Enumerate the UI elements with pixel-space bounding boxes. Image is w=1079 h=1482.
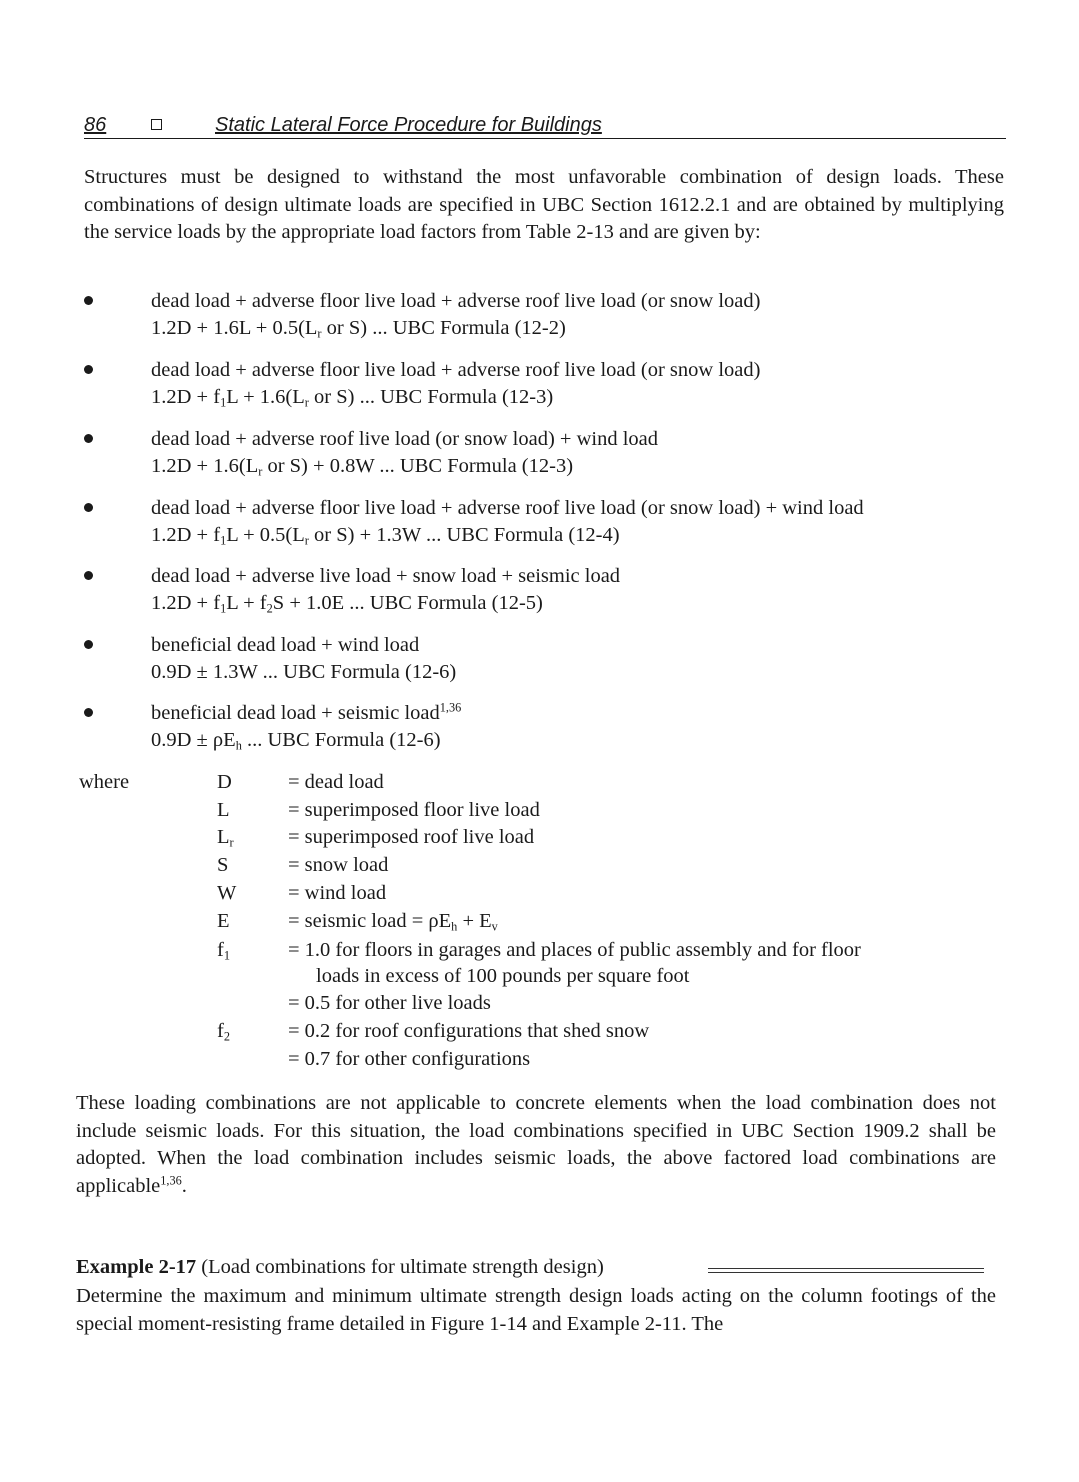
definition-row bbox=[0, 1046, 1079, 1073]
definition-row bbox=[0, 908, 1079, 935]
example-subtitle: (Load combinations for ultimate strength design) bbox=[201, 1256, 604, 1278]
bullet-icon bbox=[84, 640, 93, 649]
example-title: Example 2-17 bbox=[76, 1256, 197, 1278]
combination-formula: $0.9D \pm \rho E_h$ ... UBC Formula (12-6) bbox=[151, 729, 441, 753]
definition-symbol: E bbox=[217, 910, 230, 932]
combination-formula: 0.9D ± 1.3W ... UBC Formula (12-6) bbox=[151, 661, 457, 683]
definition-row bbox=[0, 824, 1079, 851]
where-label: where bbox=[79, 771, 130, 793]
combination-description: dead load + adverse floor live load + adverse roof live load (or snow load) + wind load bbox=[151, 497, 864, 519]
combination-item bbox=[84, 632, 1014, 688]
combination-formula: $1.2D + f_1L + 1.6(L_r$ or S) ... UBC Formula (12-3) bbox=[151, 386, 554, 410]
combination-item bbox=[84, 700, 1014, 756]
definition-text: = snow load bbox=[288, 854, 389, 876]
definition-symbol: S bbox=[217, 854, 229, 876]
definition-symbol: W bbox=[217, 882, 237, 904]
combination-description: dead load + adverse live load + snow load + seismic load bbox=[151, 565, 621, 587]
definition-text: = 1.0 for floors in garages and places of public assembly and for floor bbox=[288, 939, 861, 961]
combination-item bbox=[84, 357, 1014, 413]
definition-symbol: $f_2$ bbox=[217, 1020, 230, 1044]
combination-description: dead load + adverse floor live load + adverse roof live load (or snow load) bbox=[151, 359, 761, 381]
combination-item bbox=[84, 563, 1014, 619]
definition-row bbox=[0, 852, 1079, 879]
combination-description: dead load + adverse roof live load (or snow load) + wind load bbox=[151, 428, 659, 450]
definition-symbol: $f_1$ bbox=[217, 939, 230, 963]
combination-formula: $1.2D + f_1L + f_2S + 1.0E$ ... UBC Formula (12-5) bbox=[151, 592, 543, 616]
combination-description: dead load + adverse floor live load + adverse roof live load (or snow load) bbox=[151, 290, 761, 312]
definition-text: = 0.5 for other live loads bbox=[288, 992, 491, 1014]
definition-text: = seismic load = $\rho E_h + E_v$ bbox=[288, 910, 498, 934]
square-glyph-icon bbox=[151, 119, 162, 130]
example-body: Determine the maximum and minimum ultimate strength design loads acting on the column footings of the special moment-resisting frame detailed in Figure 1-14 and Example 2-11. The bbox=[76, 1285, 996, 1335]
definition-text: = superimposed floor live load bbox=[288, 799, 540, 821]
combination-item bbox=[84, 288, 1014, 344]
definition-text: = dead load bbox=[288, 771, 384, 793]
intro-paragraph: Structures must be designed to withstand the most unfavorable combination of design loads. These combinations of design ultimate loads are specified in UBC Section 1612.2.1 and are obtained by multiplying the service loads by the appropriate load factors from Table 2-13 and are given by: bbox=[84, 166, 1004, 243]
combination-formula: $1.2D + f_1L + 0.5(L_r$ or S) + 1.3W ... UBC Formula (12-4) bbox=[151, 524, 620, 548]
example-heading bbox=[76, 1254, 1006, 1281]
definition-symbol: $L_r$ bbox=[217, 826, 234, 850]
combination-item bbox=[84, 495, 1014, 551]
definition-text: = wind load bbox=[288, 882, 387, 904]
definition-text: = 0.7 for other configurations bbox=[288, 1048, 531, 1070]
definition-text: = superimposed roof live load bbox=[288, 826, 535, 848]
bullet-icon bbox=[84, 708, 93, 717]
running-title: Static Lateral Force Procedure for Buildings bbox=[215, 114, 602, 136]
definition-row bbox=[0, 937, 1079, 964]
definition-text: loads in excess of 100 pounds per square foot bbox=[316, 965, 690, 987]
definition-row bbox=[0, 797, 1079, 824]
definition-row bbox=[0, 1018, 1079, 1045]
combination-formula: $1.2D + 1.6(L_r$ or S) + 0.8W ... UBC Formula (12-3) bbox=[151, 455, 574, 479]
definition-symbol: D bbox=[217, 771, 232, 793]
bullet-icon bbox=[84, 503, 93, 512]
definition-row bbox=[0, 880, 1079, 907]
definition-continuation bbox=[0, 963, 1079, 990]
combination-description: beneficial dead load + seismic load$^{1,36}$ bbox=[151, 700, 462, 724]
definition-row bbox=[0, 990, 1079, 1017]
combination-formula: $1.2D + 1.6L + 0.5(L_r$ or S) ... UBC Formula (12-2) bbox=[151, 317, 566, 341]
bullet-icon bbox=[84, 571, 93, 580]
page-number: 86 bbox=[84, 114, 107, 136]
definition-row bbox=[0, 769, 1079, 796]
closing-paragraph: These loading combinations are not applicable to concrete elements when the load combination does not include seismic loads. For this situation, the load combinations specified in UBC Section 1909.2 shall be adopted. When the load combination includes seismic loads, the above factored load combinations are applicable$^{1,36}$. bbox=[76, 1092, 996, 1197]
bullet-icon bbox=[84, 434, 93, 443]
combination-item bbox=[84, 426, 1014, 482]
heading-rule bbox=[708, 1268, 984, 1273]
bullet-icon bbox=[84, 365, 93, 374]
definition-text: = 0.2 for roof configurations that shed snow bbox=[288, 1020, 650, 1042]
combination-description: beneficial dead load + wind load bbox=[151, 634, 420, 656]
bullet-icon bbox=[84, 296, 93, 305]
definition-symbol: L bbox=[217, 799, 230, 821]
page-header bbox=[84, 112, 1006, 139]
